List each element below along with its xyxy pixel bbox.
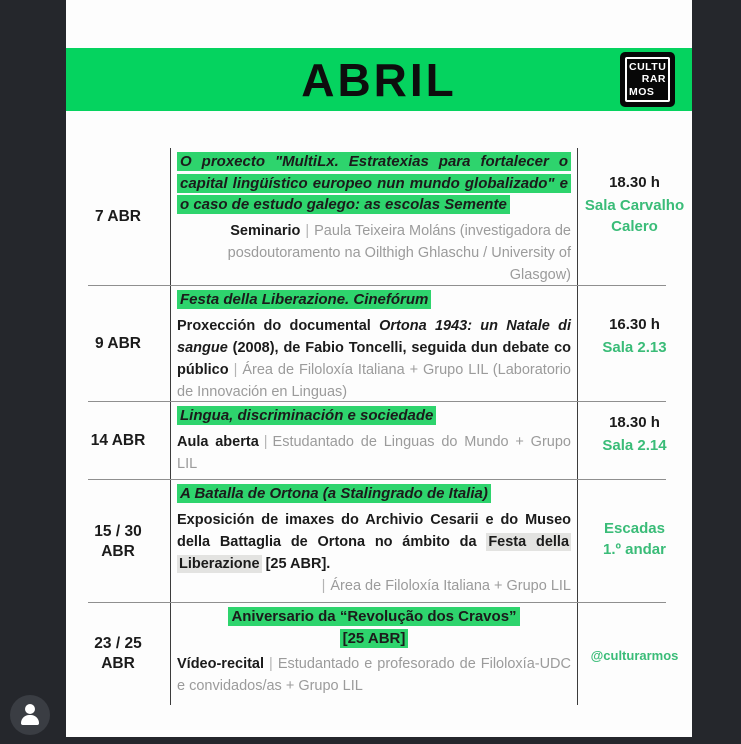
culturarmos-logo-frame [625,57,670,102]
pipe-separator: | [305,222,310,239]
logo-line: MOS [629,85,655,98]
event-body: Seminario | Paula Teixeira Moláns (investigadora de posdoutoramento na Oilthigh Ghlaschu / University of Glasgow) [227,222,571,283]
event-date: 14 ABR [90,432,146,449]
event-title: A Batalla de Ortona (a Stalingrado de Italia) [177,483,571,505]
event-title: O proxecto "MultiLx. Estratexias para fortalecer o capital lingüístico europeo nun mundo globalizado" e o caso de estudo galego: as escolas Semente [177,151,571,216]
event-room: Sala 2.14 [602,437,667,454]
pipe-separator: | [269,656,273,672]
event-time-cell [577,402,692,480]
event-description-cell [170,402,577,480]
event-row [66,286,692,402]
event-body: Aula aberta | Estudantado de Linguas do Mundo + Grupo LIL [177,433,571,472]
gray-highlight: Festa della Liberazione [179,533,570,572]
event-room: Escadas 1.º andar [602,520,666,558]
pipe-separator: | [233,361,238,378]
month-header-bar [66,48,692,111]
event-time: 16.30 h [609,316,660,333]
events-table [66,148,692,705]
logo-line: CULTU [629,60,667,73]
culturarmos-logo [620,52,675,107]
event-date: 23 / 25 ABR [94,635,142,672]
instagram-handle: @culturarmos [590,648,679,663]
event-title: Festa della Liberazione. Cinefórum [177,289,571,311]
event-room: Sala Carvalho Calero [584,197,685,235]
event-row [66,148,692,286]
event-credit: | Área de Filoloxía Italiana + Grupo LIL [321,577,571,594]
event-title: Lingua, discriminación e sociedade [177,405,571,427]
event-date: 15 / 30 ABR [94,522,142,560]
person-icon [10,695,50,735]
event-description-cell [170,148,577,286]
pipe-separator: | [321,577,326,594]
event-time-cell [577,480,692,603]
event-description-cell [170,286,577,403]
event-body: Proxección do documental Ortona 1943: un Natale di sangue (2008), de Fabio Toncelli, seguida dun debate co público | Área de Filoloxía Italiana + Grupo LIL (Laboratorio de Innovación en Linguas) [177,317,572,400]
event-time-cell [577,603,692,705]
event-description-cell [170,603,577,705]
event-row [66,603,692,705]
event-time: 18.30 h [609,174,660,191]
event-time: 18.30 h [609,414,660,431]
poster-card [66,0,692,737]
avatar-button[interactable] [10,695,50,735]
event-row [66,480,692,603]
event-date: 7 ABR [95,208,141,225]
page-title: ABRIL [301,53,457,106]
event-title: Aniversario da “Revolução dos Cravos” [25 ABR] [177,606,571,649]
pipe-separator: | [263,433,268,450]
event-row [66,402,692,480]
logo-line: RAR [641,73,666,86]
event-body: Exposición de imaxes do Archivio Cesarii e do Museo della Battaglia de Ortona no ámbito da Festa della Liberazione [25 ABR]. [177,511,571,572]
event-body: Vídeo-recital | Estudantado e profesorado de Filoloxía-UDC e convidados/as + Grupo LIL [177,656,571,694]
event-time-cell [577,148,692,286]
event-time-cell [577,286,692,403]
event-room: Sala 2.13 [602,339,667,356]
event-description-cell [170,480,577,603]
event-date: 9 ABR [95,335,141,353]
